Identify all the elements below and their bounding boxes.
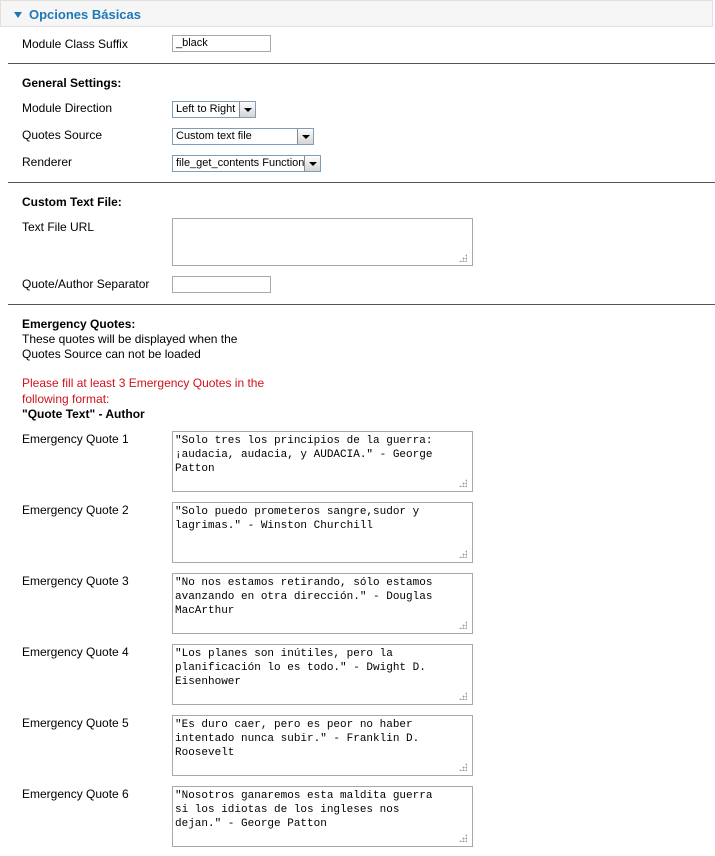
quotes-source-value: Custom text file [176,130,252,142]
renderer-select[interactable] [172,155,321,172]
collapse-arrow-icon[interactable] [14,12,22,18]
divider [8,63,715,64]
renderer-label: Renderer [22,155,73,169]
panel-header[interactable] [0,0,713,27]
module-direction-value: Left to Right [176,103,236,115]
emergency-quote-6-textarea[interactable]: "Nosotros ganaremos esta maldita guerra si los idiotas de los ingleses nos dejan." - George Patton [172,786,473,847]
module-class-suffix-input[interactable]: _black [172,35,271,52]
emergency-quote-3-label: Emergency Quote 3 [22,574,129,588]
separator-input[interactable] [172,276,271,293]
emergency-quote-1-textarea[interactable]: "Solo tres los principios de la guerra: ¡audacia, audacia, y AUDACIA." - George Patton [172,431,473,492]
emergency-quote-2-label: Emergency Quote 2 [22,503,129,517]
quotes-source-label: Quotes Source [22,128,103,142]
emergency-desc-line-2: Quotes Source can not be loaded [22,347,201,361]
emergency-quote-3-textarea[interactable]: "No nos estamos retirando, sólo estamos avanzando en otra dirección." - Douglas MacArthur [172,573,473,634]
custom-text-file-title: Custom Text File: [22,195,122,209]
emergency-quote-1-label: Emergency Quote 1 [22,432,129,446]
emergency-quote-5-label: Emergency Quote 5 [22,716,129,730]
text-file-url-textarea[interactable] [172,218,473,266]
chevron-down-icon[interactable] [304,156,320,171]
chevron-down-icon[interactable] [297,129,313,144]
text-file-url-label: Text File URL [22,220,95,234]
divider [8,182,715,183]
emergency-quotes-title: Emergency Quotes: [22,317,136,331]
separator-label: Quote/Author Separator [22,277,150,291]
quotes-source-select[interactable] [172,128,314,145]
module-direction-label: Module Direction [22,101,113,115]
emergency-quote-4-label: Emergency Quote 4 [22,645,129,659]
general-settings-title: General Settings: [22,76,122,90]
divider [8,304,715,305]
emergency-warning-line-1: Please fill at least 3 Emergency Quotes in the [22,376,265,390]
panel-title[interactable]: Opciones Básicas [29,7,141,22]
emergency-format: "Quote Text" - Author [22,407,145,421]
renderer-value: file_get_contents Function [176,157,305,169]
emergency-desc-line-1: These quotes will be displayed when the [22,332,238,346]
module-direction-select[interactable] [172,101,256,118]
emergency-quote-5-textarea[interactable]: "Es duro caer, pero es peor no haber intentado nunca subir." - Franklin D. Roosevelt [172,715,473,776]
emergency-warning-line-2: following format: [22,392,110,406]
chevron-down-icon[interactable] [239,102,255,117]
module-class-suffix-label: Module Class Suffix [22,37,128,51]
emergency-quote-2-textarea[interactable]: "Solo puedo prometeros sangre,sudor y lagrimas." - Winston Churchill [172,502,473,563]
emergency-quote-6-label: Emergency Quote 6 [22,787,129,801]
emergency-quote-4-textarea[interactable]: "Los planes son inútiles, pero la planificación lo es todo." - Dwight D. Eisenhower [172,644,473,705]
